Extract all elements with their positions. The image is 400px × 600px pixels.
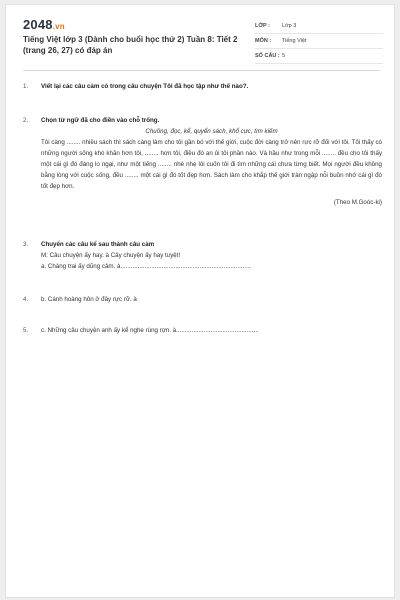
example-line: M: Câu chuyện ấy hay. à Cây chuyện ấy hay tuyệt! — [41, 252, 181, 259]
meta-row-class: LỚP : Lớp 3 — [255, 19, 383, 34]
header — [23, 17, 380, 67]
question-number: 4. — [23, 296, 29, 303]
answer-line: c. Những câu chuyện anh ấy kể nghe rùng rợn. à................................................ — [41, 327, 259, 334]
meta-row-subject: MÔN : Tiếng Việt — [255, 34, 383, 49]
question-1 — [23, 81, 382, 92]
answer-line: b. Cánh hoàng hôn ở đây rực rỡ. à — [41, 296, 137, 303]
answer-line: a. Chàng trai ấy dũng cảm. à............................................................................ — [41, 263, 252, 270]
question-4 — [23, 294, 382, 305]
passage: Tôi càng ........ nhiều sách thì sách càng làm cho tôi gần bó với thế giới, cuộc đời càng trở nên rực rỡ đối với tôi. Tôi thấy có những người sống khó khăn hơn tôi, ........ hơn tôi, điều đó an ủi tôi phần nào. Và hầu như trong mỗi ........ đều cho tôi thấy một cái gì đó đáng lo ngại, như một tiếng ........ nhè nhẹ lôi cuốn tôi đi tìm những cái chưa từng biết. Mọi người đều không bằng lòng với cuộc sống, đều ........ một cái gì đó tốt đẹp hơn. Sách làm cho khắp thế giới tràn ngập nỗi buồn nhớ cái gì đó tốt đẹp hơn. — [41, 139, 382, 190]
worksheet-page — [5, 4, 395, 598]
question-5 — [23, 325, 382, 336]
meta-row-count: SỐ CÂU : 5 — [255, 49, 383, 64]
meta-table — [255, 19, 383, 64]
question-prompt: Viết lại các câu cảm có trong câu chuyện Tôi đã học tập như thế nào?. — [41, 83, 249, 90]
document-title: Tiếng Việt lớp 3 (Dành cho buổi học thứ 2) Tuần 8: Tiết 2 (trang 26, 27) có đáp án — [23, 35, 238, 55]
site-logo[interactable]: 2048.vn — [23, 17, 65, 32]
question-2 — [23, 115, 382, 208]
question-number: 1. — [23, 83, 29, 90]
question-prompt: Chuyển các câu kể sau thành câu cảm — [41, 241, 155, 248]
question-3 — [23, 239, 382, 272]
question-prompt: Chọn từ ngữ đã cho điền vào chỗ trống. — [41, 117, 160, 124]
source-citation: (Theo M.Goóc-ki) — [333, 199, 382, 206]
question-number: 5. — [23, 327, 29, 334]
question-number: 3. — [23, 241, 29, 248]
word-bank: Chuồng, đọc, kể, quyển sách, khổ cực, tìm kiếm — [145, 128, 278, 135]
header-divider — [23, 70, 380, 71]
question-number: 2. — [23, 117, 29, 124]
